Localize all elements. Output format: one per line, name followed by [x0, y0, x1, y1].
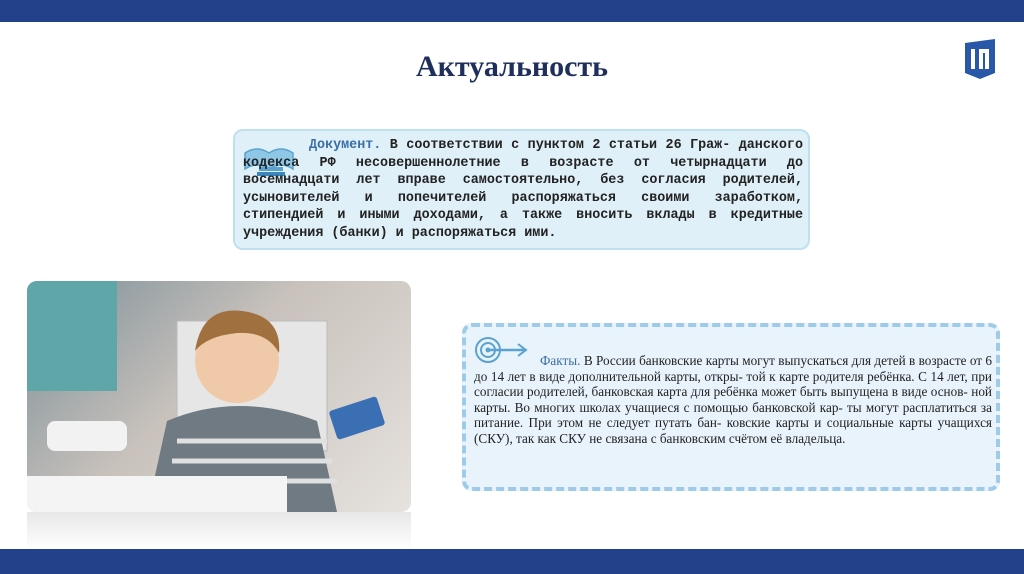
- document-text: [243, 137, 803, 242]
- document-label: Документ.: [309, 138, 382, 153]
- document-box: [233, 129, 810, 250]
- facts-box: [462, 323, 1000, 491]
- facts-body: В России банковские карты могут выпускаться для детей в возрасте от 6 до 14 лет в виде дополнительной карты, откры- той к карте родителя ребёнка. С 14 лет, при согласии родителей, банковская карта для ребёнка может быть выпущена в виде основ- ной карты. Во многих школах учащиеся с помощью банковской кар- ты могут расплатиться за питание. При этом не следует путать бан- ковские карты и социальные карты учащихся (СКУ), так как СКУ не связана с банковским счётом её владельца.: [474, 353, 992, 446]
- top-bar: [0, 0, 1024, 22]
- photo-reflection: [27, 512, 411, 550]
- bottom-bar: [0, 549, 1024, 574]
- photo-boy-with-card: [27, 281, 411, 512]
- ip-logo-icon: [962, 37, 998, 81]
- page-title: Актуальность: [415, 50, 609, 83]
- document-body: В соответствии с пунктом 2 статьи 26 Граж- данского кодекса РФ несовершеннолетние в возрасте от четырнадцати до восемнадцати лет вправе самостоятельно, без согласия родителей, усыновителей и попечителей распоряжаться своими заработком, стипендией и иными доходами, а также вносить вклады в кредитные учреждения (банки) и распоряжаться ими.: [243, 138, 803, 241]
- facts-label: Факты.: [540, 353, 581, 368]
- facts-text: [474, 353, 992, 446]
